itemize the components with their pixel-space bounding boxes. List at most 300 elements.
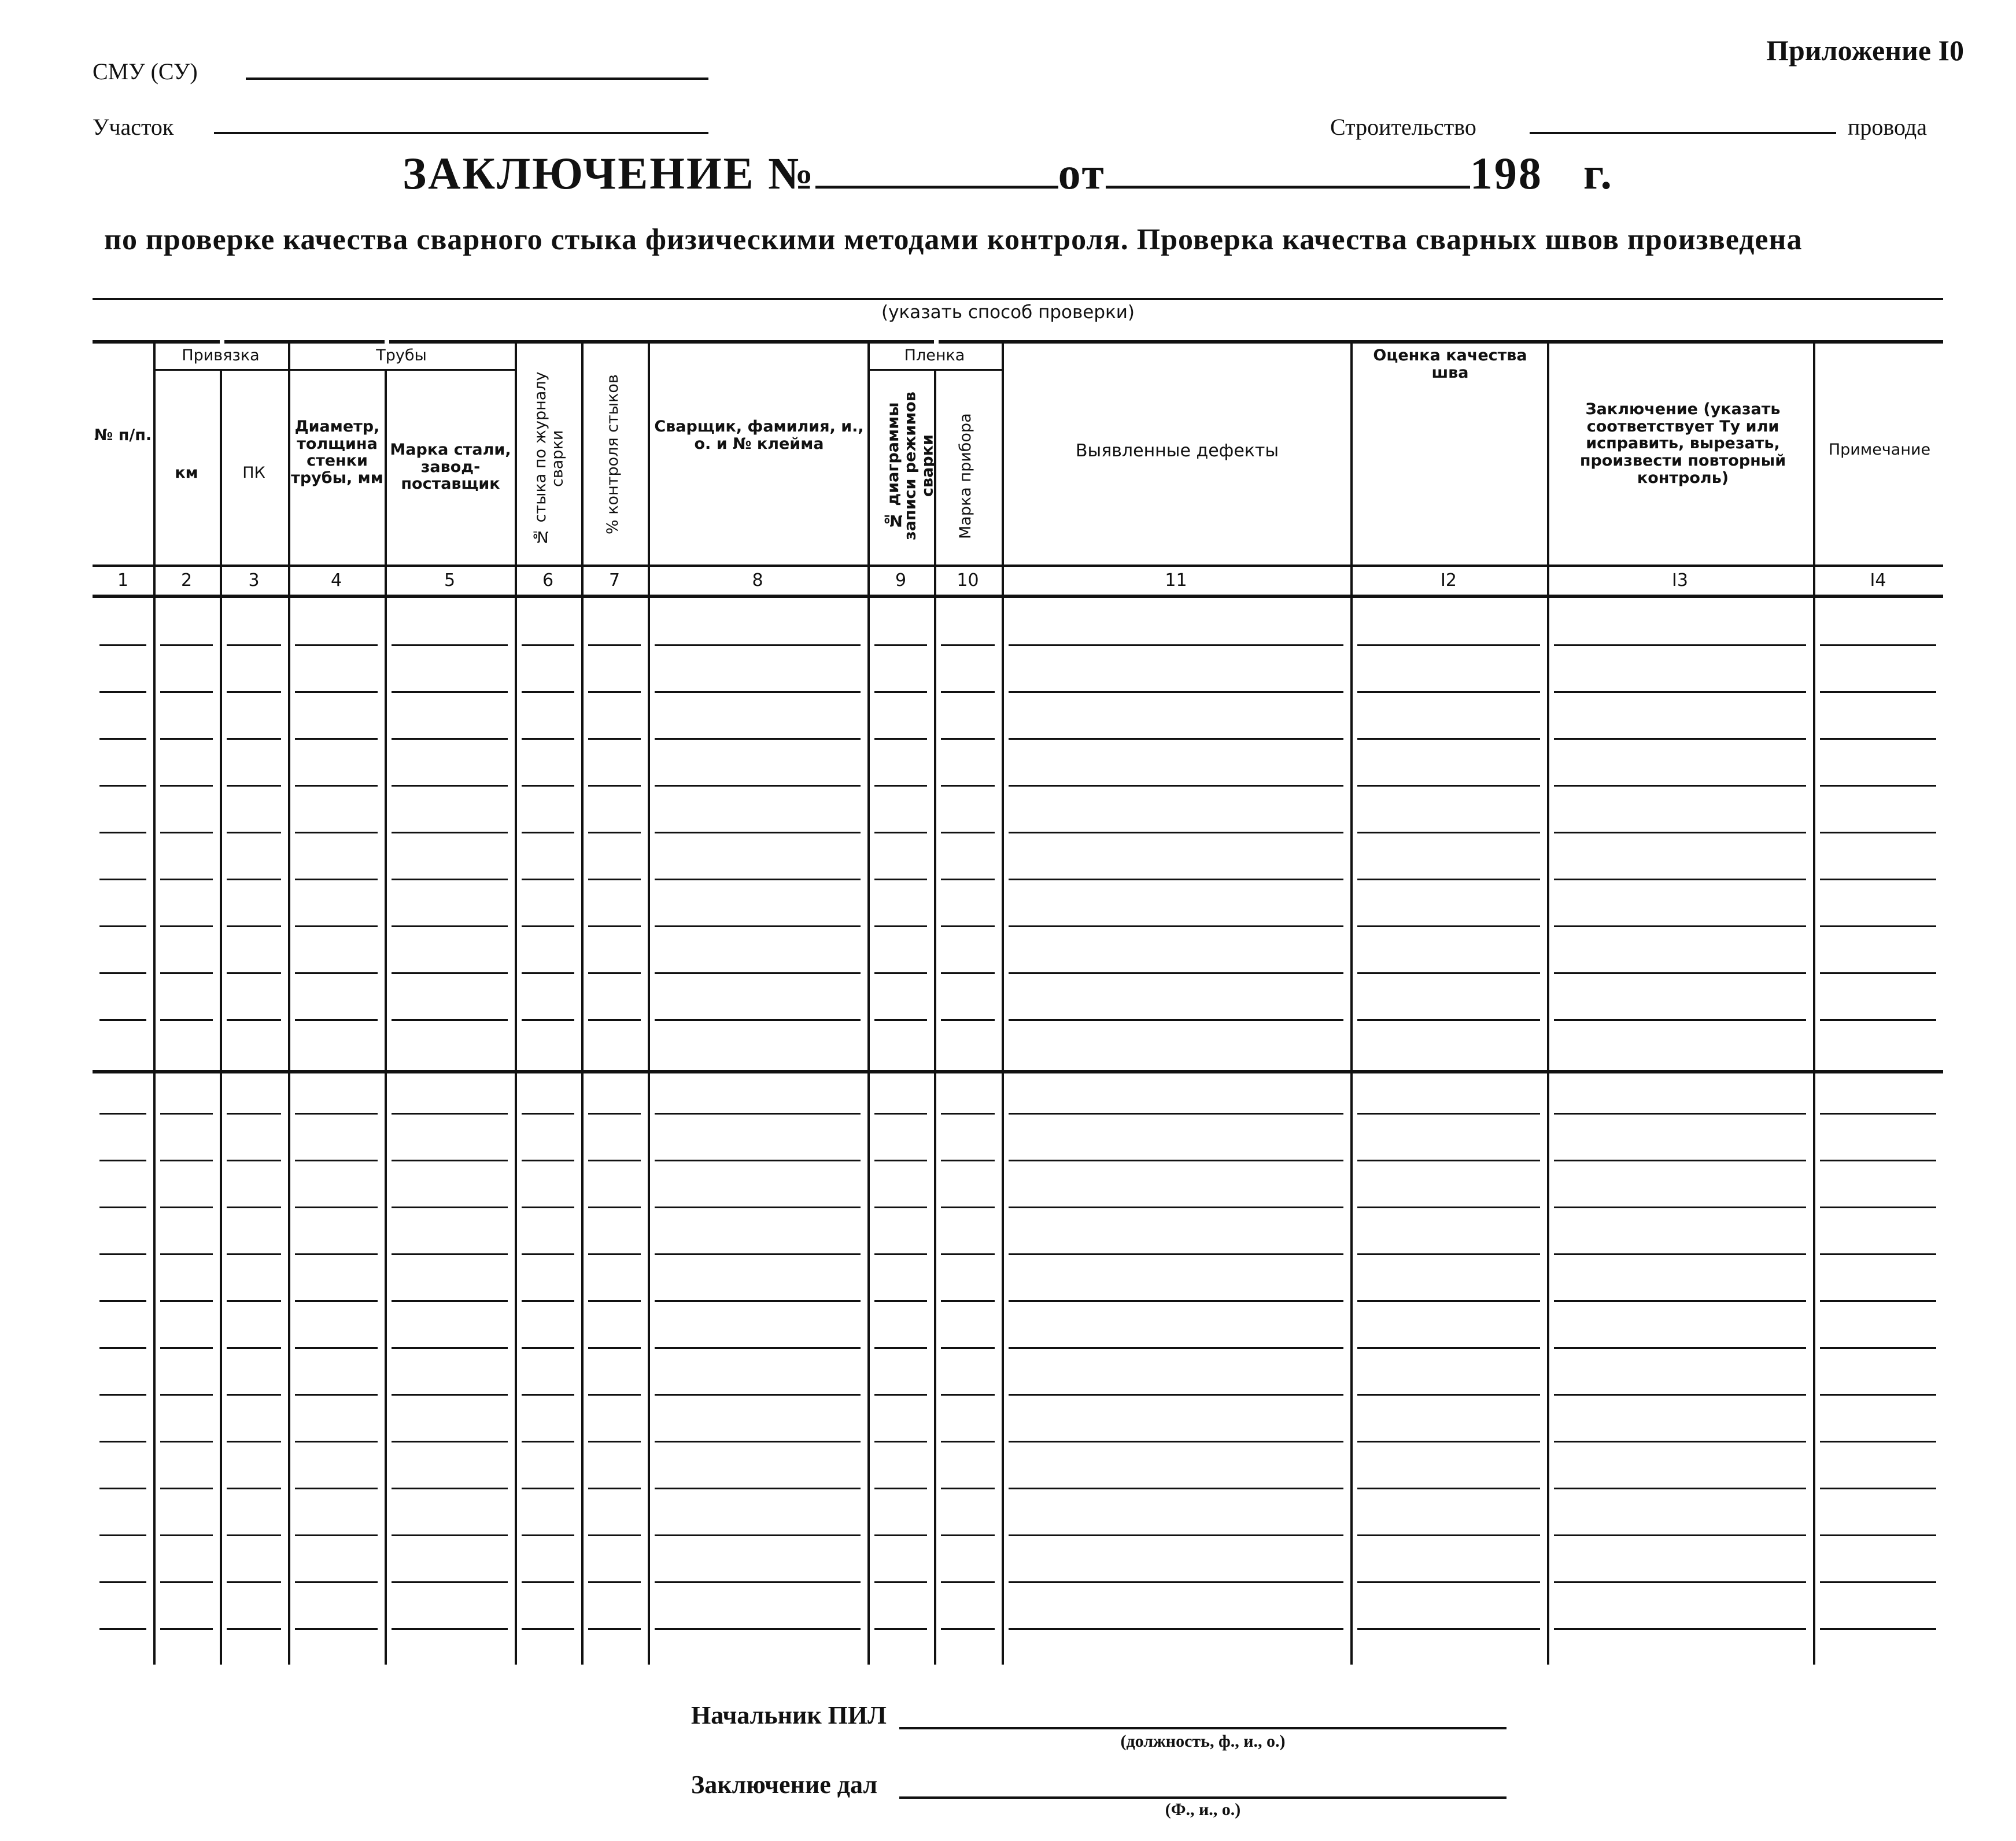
- row-rule: [655, 1160, 861, 1161]
- col-divider: [867, 340, 870, 1665]
- date-field[interactable]: [1106, 151, 1470, 189]
- row-rule: [874, 1581, 927, 1583]
- col-divider: [1813, 340, 1815, 1665]
- row-rule: [160, 1019, 213, 1021]
- row-rule: [588, 1113, 641, 1115]
- col-divider: [581, 340, 584, 1665]
- col-divider: [220, 340, 222, 1665]
- row-rule: [1820, 972, 1936, 974]
- row-rule: [295, 1113, 378, 1115]
- col-number: I2: [1441, 570, 1457, 591]
- row-rule: [99, 1019, 146, 1021]
- row-rule: [655, 1534, 861, 1536]
- row-rule: [1357, 691, 1540, 693]
- row-rule: [941, 1441, 995, 1442]
- row-rule: [227, 1160, 281, 1161]
- row-rule: [655, 832, 861, 833]
- col-number: I4: [1870, 570, 1886, 591]
- row-rule: [874, 1441, 927, 1442]
- row-rule: [1009, 832, 1343, 833]
- numbers-bottom-line: [93, 595, 1943, 598]
- row-rule: [1820, 738, 1936, 740]
- row-rule: [392, 1628, 508, 1630]
- row-rule: [1820, 832, 1936, 833]
- row-rule: [1357, 832, 1540, 833]
- row-rule: [227, 1394, 281, 1396]
- row-rule: [588, 1253, 641, 1255]
- col-header-1: № п/п.: [94, 426, 152, 444]
- row-rule: [99, 1113, 146, 1115]
- row-rule: [1820, 1534, 1936, 1536]
- row-rule: [655, 1441, 861, 1442]
- row-rule: [1554, 1019, 1806, 1021]
- row-rule: [1357, 1019, 1540, 1021]
- row-rule: [874, 691, 927, 693]
- row-rule: [392, 1300, 508, 1302]
- col-number: 8: [752, 570, 763, 591]
- row-rule: [295, 1394, 378, 1396]
- row-rule: [522, 1113, 574, 1115]
- title-year: 198: [1469, 148, 1543, 198]
- row-rule: [227, 1207, 281, 1208]
- row-rule: [874, 738, 927, 740]
- row-rule: [99, 1347, 146, 1349]
- row-rule: [160, 1113, 213, 1115]
- row-rule: [655, 1113, 861, 1115]
- row-rule: [874, 972, 927, 974]
- row-rule: [588, 1534, 641, 1536]
- row-rule: [1357, 879, 1540, 880]
- col-header-2: км: [175, 464, 198, 482]
- row-rule: [227, 785, 281, 787]
- row-rule: [522, 832, 574, 833]
- row-rule: [1009, 925, 1343, 927]
- row-rule: [1820, 1628, 1936, 1630]
- method-field[interactable]: [93, 298, 1943, 300]
- row-rule: [392, 879, 508, 880]
- row-rule: [874, 832, 927, 833]
- chief-field[interactable]: [899, 1702, 1507, 1729]
- row-rule: [1009, 972, 1343, 974]
- row-rule: [295, 879, 378, 880]
- row-rule: [874, 1207, 927, 1208]
- conclusion-number-field[interactable]: [815, 151, 1058, 189]
- row-rule: [392, 691, 508, 693]
- row-rule: [941, 1488, 995, 1489]
- col-divider: [648, 340, 650, 1665]
- inspection-table: [93, 340, 1943, 1665]
- row-rule: [655, 1253, 861, 1255]
- row-rule: [99, 1160, 146, 1161]
- row-rule: [295, 1347, 378, 1349]
- construction-field[interactable]: [1530, 113, 1836, 134]
- row-rule: [522, 1347, 574, 1349]
- row-rule: [522, 1441, 574, 1442]
- col-header-8: Сварщик, фамилия, и., о. и № клейма: [654, 418, 864, 453]
- row-rule: [1554, 738, 1806, 740]
- row-rule: [1357, 1581, 1540, 1583]
- col-number: 3: [248, 570, 260, 591]
- row-rule: [1009, 1113, 1343, 1115]
- group-binding: Привязка: [182, 346, 260, 364]
- row-rule: [227, 1534, 281, 1536]
- row-rule: [1820, 1441, 1936, 1442]
- row-rule: [522, 1207, 574, 1208]
- row-rule: [295, 1534, 378, 1536]
- row-rule: [1820, 1160, 1936, 1161]
- row-rule: [655, 879, 861, 880]
- row-rule: [99, 691, 146, 693]
- row-rule: [522, 1160, 574, 1161]
- row-rule: [295, 785, 378, 787]
- row-rule: [99, 1488, 146, 1489]
- row-rule: [295, 1581, 378, 1583]
- row-rule: [160, 1628, 213, 1630]
- smu-label: СМУ (СУ): [93, 58, 198, 84]
- row-rule: [522, 785, 574, 787]
- row-rule: [588, 1300, 641, 1302]
- row-rule: [522, 1394, 574, 1396]
- row-rule: [1357, 1207, 1540, 1208]
- row-rule: [655, 691, 861, 693]
- row-rule: [99, 1628, 146, 1630]
- title-conclusion: ЗАКЛЮЧЕНИЕ №: [403, 148, 815, 198]
- row-rule: [941, 832, 995, 833]
- row-rule: [392, 925, 508, 927]
- row-rule: [1554, 1253, 1806, 1255]
- row-rule: [295, 691, 378, 693]
- row-rule: [1009, 1253, 1343, 1255]
- row-rule: [160, 1534, 213, 1536]
- row-rule: [1357, 1253, 1540, 1255]
- row-rule: [1554, 1300, 1806, 1302]
- row-rule: [522, 1628, 574, 1630]
- row-rule: [941, 1019, 995, 1021]
- row-rule: [99, 925, 146, 927]
- row-rule: [655, 1628, 861, 1630]
- row-rule: [588, 832, 641, 833]
- col-header-10: Марка прибора: [957, 413, 974, 539]
- row-rule: [874, 1347, 927, 1349]
- row-rule: [1820, 1581, 1936, 1583]
- row-rule: [392, 644, 508, 646]
- row-rule: [655, 785, 861, 787]
- row-rule: [1820, 879, 1936, 880]
- row-rule: [522, 644, 574, 646]
- row-rule: [227, 644, 281, 646]
- row-rule: [295, 1488, 378, 1489]
- row-rule: [522, 738, 574, 740]
- row-rule: [392, 1207, 508, 1208]
- col-divider: [1002, 340, 1004, 1665]
- row-rule: [1009, 1207, 1343, 1208]
- method-caption: (указать способ проверки): [881, 302, 1135, 323]
- row-rule: [227, 1347, 281, 1349]
- row-rule: [227, 691, 281, 693]
- title-from: от: [1058, 148, 1106, 198]
- col-header-14: Примечание: [1828, 441, 1931, 459]
- section-field[interactable]: [214, 113, 708, 134]
- row-rule: [392, 1347, 508, 1349]
- row-rule: [1357, 1488, 1540, 1489]
- row-rule: [1554, 832, 1806, 833]
- group-film: Пленка: [904, 346, 965, 364]
- row-rule: [99, 879, 146, 880]
- row-rule: [1820, 691, 1936, 693]
- row-rule: [99, 972, 146, 974]
- row-rule: [655, 1347, 861, 1349]
- col-number: 5: [444, 570, 456, 591]
- row-rule: [1357, 1113, 1540, 1115]
- row-rule: [941, 691, 995, 693]
- col-header-5: Марка стали, завод-поставщик: [390, 441, 511, 493]
- row-rule: [1820, 1019, 1936, 1021]
- row-rule: [1009, 644, 1343, 646]
- binding-group-line: [153, 369, 288, 371]
- row-rule: [1820, 1113, 1936, 1115]
- row-rule: [874, 1628, 927, 1630]
- row-rule: [295, 1253, 378, 1255]
- row-rule: [941, 1207, 995, 1208]
- col-number: 11: [1165, 570, 1187, 591]
- row-rule: [588, 879, 641, 880]
- row-rule: [1357, 1160, 1540, 1161]
- row-rule: [522, 972, 574, 974]
- row-rule: [874, 1394, 927, 1396]
- col-header-12: Оценка качества шва: [1373, 346, 1527, 382]
- row-rule: [295, 1628, 378, 1630]
- table-top-line: [93, 340, 1943, 344]
- row-rule: [227, 1300, 281, 1302]
- row-rule: [874, 925, 927, 927]
- row-rule: [160, 785, 213, 787]
- row-rule: [1554, 1581, 1806, 1583]
- row-rule: [1554, 1160, 1806, 1161]
- row-rule: [1009, 1300, 1343, 1302]
- row-rule: [1357, 644, 1540, 646]
- row-rule: [522, 1300, 574, 1302]
- given-field[interactable]: [899, 1771, 1507, 1799]
- row-rule: [874, 1253, 927, 1255]
- row-rule: [227, 925, 281, 927]
- col-divider: [515, 340, 517, 1665]
- row-rule: [941, 1581, 995, 1583]
- row-rule: [227, 1628, 281, 1630]
- row-rule: [941, 1347, 995, 1349]
- row-rule: [1357, 1628, 1540, 1630]
- col-number: 2: [180, 570, 193, 591]
- row-rule: [227, 1113, 281, 1115]
- col-header-9: № диаграммы записи режимов сварки: [884, 392, 937, 540]
- row-rule: [588, 691, 641, 693]
- pipes-group-line: [288, 369, 515, 371]
- row-rule: [99, 1207, 146, 1208]
- row-rule: [295, 1441, 378, 1442]
- row-rule: [941, 738, 995, 740]
- col-header-4: Диаметр, толщина стенки трубы, мм: [291, 418, 383, 488]
- row-rule: [1554, 879, 1806, 880]
- row-rule: [655, 925, 861, 927]
- row-rule: [941, 1253, 995, 1255]
- row-rule: [1357, 1534, 1540, 1536]
- row-rule: [1554, 1488, 1806, 1489]
- row-rule: [1357, 925, 1540, 927]
- row-rule: [588, 785, 641, 787]
- row-rule: [1009, 691, 1343, 693]
- row-rule: [392, 1441, 508, 1442]
- row-rule: [160, 1253, 213, 1255]
- col-divider: [288, 340, 290, 1665]
- row-rule: [874, 785, 927, 787]
- row-rule: [227, 1019, 281, 1021]
- wire-label: провода: [1848, 114, 1927, 140]
- row-rule: [874, 1534, 927, 1536]
- row-rule: [588, 1628, 641, 1630]
- row-rule: [1554, 1534, 1806, 1536]
- row-rule: [522, 691, 574, 693]
- row-rule: [1820, 1347, 1936, 1349]
- row-rule: [392, 785, 508, 787]
- row-rule: [655, 1019, 861, 1021]
- row-rule: [1554, 644, 1806, 646]
- row-rule: [941, 879, 995, 880]
- row-rule: [1820, 1300, 1936, 1302]
- row-rule: [941, 1300, 995, 1302]
- row-rule: [1009, 785, 1343, 787]
- row-rule: [99, 1253, 146, 1255]
- row-rule: [295, 1207, 378, 1208]
- row-rule: [941, 644, 995, 646]
- row-rule: [588, 972, 641, 974]
- row-rule: [227, 972, 281, 974]
- row-rule: [941, 785, 995, 787]
- smu-field[interactable]: [246, 59, 708, 80]
- col-header-13: Заключение (указать соответствует Ту или исправить, вырезать, произвести повторный контроль): [1579, 400, 1786, 487]
- row-rule: [160, 644, 213, 646]
- row-rule: [1820, 1207, 1936, 1208]
- row-rule: [1554, 972, 1806, 974]
- row-rule: [160, 1488, 213, 1489]
- row-rule: [1009, 1160, 1343, 1161]
- row-rule: [392, 1488, 508, 1489]
- row-rule: [655, 972, 861, 974]
- row-rule: [99, 1441, 146, 1442]
- row-rule: [655, 1581, 861, 1583]
- row-rule: [160, 1581, 213, 1583]
- row-rule: [1820, 785, 1936, 787]
- row-rule: [392, 1581, 508, 1583]
- document-subtitle: по проверке качества сварного стыка физическими методами контроля. Проверка качества сварных швов произведена: [104, 223, 1803, 256]
- row-rule: [392, 832, 508, 833]
- row-rule: [588, 1394, 641, 1396]
- row-rule: [99, 1394, 146, 1396]
- row-rule: [1009, 1394, 1343, 1396]
- row-rule: [655, 644, 861, 646]
- row-rule: [1554, 785, 1806, 787]
- col-header-11: Выявленные дефекты: [1075, 441, 1279, 461]
- col-number: 4: [330, 570, 342, 591]
- col-number: 10: [957, 570, 979, 591]
- row-rule: [1554, 1394, 1806, 1396]
- col-number: I3: [1672, 570, 1688, 591]
- row-rule: [160, 738, 213, 740]
- row-rule: [160, 1160, 213, 1161]
- row-rule: [1820, 644, 1936, 646]
- row-rule: [522, 879, 574, 880]
- row-rule: [1357, 972, 1540, 974]
- row-rule: [1009, 1628, 1343, 1630]
- row-rule: [295, 738, 378, 740]
- row-rule: [588, 1581, 641, 1583]
- row-rule: [941, 1534, 995, 1536]
- row-rule: [1554, 1628, 1806, 1630]
- row-rule: [295, 1019, 378, 1021]
- row-rule: [941, 972, 995, 974]
- row-rule: [99, 1581, 146, 1583]
- row-rule: [160, 1394, 213, 1396]
- row-rule: [1820, 1488, 1936, 1489]
- col-divider: [1547, 340, 1549, 1665]
- row-rule: [522, 1534, 574, 1536]
- row-rule: [295, 1160, 378, 1161]
- row-rule: [1554, 1207, 1806, 1208]
- given-caption: (Ф., и., о.): [1165, 1800, 1241, 1819]
- row-rule: [160, 1347, 213, 1349]
- row-rule: [1820, 1394, 1936, 1396]
- row-rule: [1554, 1113, 1806, 1115]
- row-rule: [874, 1300, 927, 1302]
- row-rule: [392, 972, 508, 974]
- row-rule: [655, 1300, 861, 1302]
- row-rule: [99, 644, 146, 646]
- row-rule: [295, 1300, 378, 1302]
- row-rule: [1357, 1441, 1540, 1442]
- row-rule: [1820, 1253, 1936, 1255]
- row-rule: [1357, 1347, 1540, 1349]
- row-rule: [588, 1488, 641, 1489]
- film-group-line: [867, 369, 1002, 371]
- row-rule: [1554, 691, 1806, 693]
- row-rule: [522, 1581, 574, 1583]
- row-rule: [295, 972, 378, 974]
- row-rule: [160, 972, 213, 974]
- row-rule: [874, 1160, 927, 1161]
- row-rule: [392, 1113, 508, 1115]
- row-rule: [1009, 1441, 1343, 1442]
- row-rule: [392, 1019, 508, 1021]
- row-rule: [874, 1113, 927, 1115]
- row-rule: [1357, 738, 1540, 740]
- row-rule: [874, 879, 927, 880]
- row-rule: [392, 738, 508, 740]
- col-number: 9: [895, 570, 907, 591]
- col-divider: [385, 340, 387, 1665]
- row-rule: [160, 879, 213, 880]
- row-rule: [392, 1394, 508, 1396]
- row-rule: [1554, 1441, 1806, 1442]
- row-rule: [941, 1160, 995, 1161]
- col-number: 7: [608, 570, 621, 591]
- document-title: [0, 147, 2016, 200]
- row-rule: [99, 1534, 146, 1536]
- col-number: 1: [117, 570, 129, 591]
- row-rule: [1554, 925, 1806, 927]
- row-rule: [227, 1441, 281, 1442]
- row-rule: [588, 1019, 641, 1021]
- row-rule: [588, 1207, 641, 1208]
- col-header-6: № стыка по журналу сварки: [531, 371, 567, 546]
- row-rule: [522, 1488, 574, 1489]
